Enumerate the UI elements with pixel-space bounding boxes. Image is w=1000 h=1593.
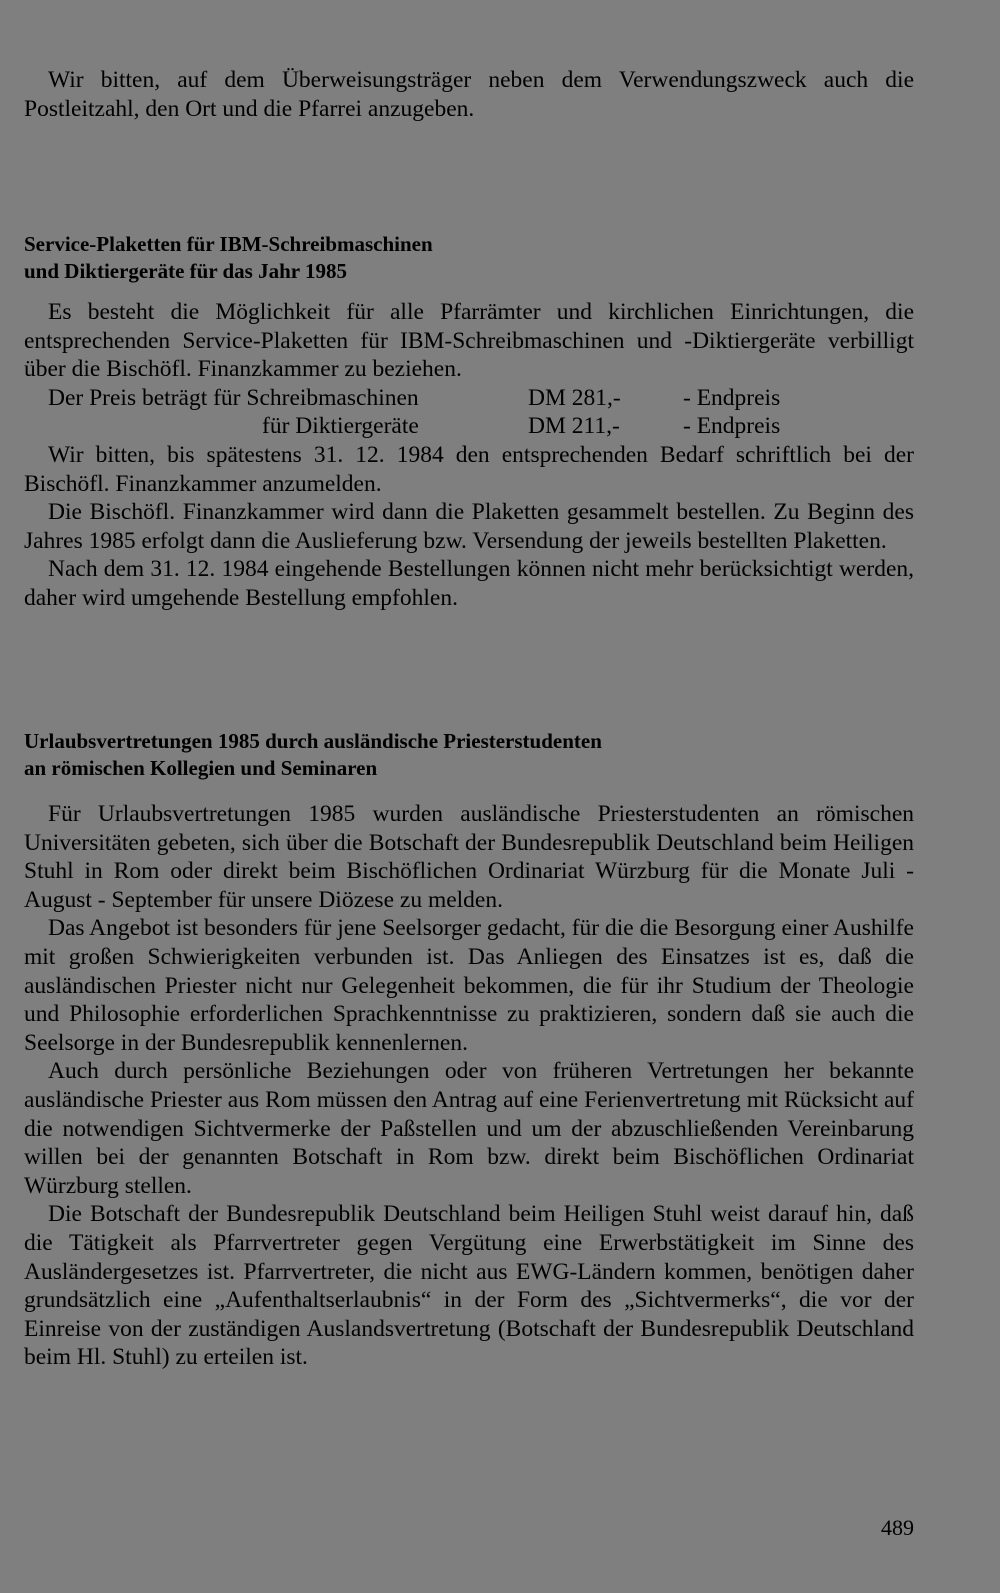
- paragraph: Die Botschaft der Bundesrepublik Deutschland beim Heiligen Stuhl weist darauf hin, daß die Tätigkeit als Pfarrvertreter gegen Vergütung eine Erwerbstätigkeit im Sinne des Ausländergesetzes ist. Pfarrvertreter, die nicht aus EWG-Ländern kommen, benötigen daher grundsätzlich eine „Aufenthaltserlaubnis“ in der Form des „Sichtvermerks“, die vor der Einreise von der zuständigen Auslandsvertretung (Botschaft der Bundesrepublik Deutschland beim Hl. Stuhl) zu erteilen ist.: [24, 1201, 914, 1371]
- section-body-service-plaketten: [24, 298, 914, 613]
- section-heading-line: Urlaubsvertretungen 1985 durch ausländische Priesterstudenten: [24, 729, 602, 753]
- paragraph: Nach dem 31. 12. 1984 eingehende Bestellungen können nicht mehr berücksichtigt werden, daher wird umgehende Bestellung empfohlen.: [24, 556, 914, 611]
- paragraph: Das Angebot ist besonders für jene Seelsorger gedacht, für die die Besorgung einer Aushilfe mit großen Schwierigkeiten verbunden ist. Das Anliegen des Einsatzes ist es, daß die ausländischen Priester nicht nur Gelegenheit bekommen, die für ihr Studium der Theologie und Philosophie erforderlichen Sprachkenntnisse zu praktizieren, sondern daß sie auch die Seelsorge in der Bundesrepublik kennenlernen.: [24, 915, 914, 1056]
- paragraph: Es besteht die Möglichkeit für alle Pfarrämter und kirchlichen Einrichtungen, die entsprechenden Service-Plaketten für IBM-Schreibmaschinen und -Diktiergeräte verbilligt über die Bischöfl. Finanzkammer zu beziehen.: [24, 299, 914, 383]
- section-heading-line: und Diktiergeräte für das Jahr 1985: [24, 259, 347, 283]
- price-label: Der Preis beträgt für Schreibmaschinen: [48, 384, 419, 411]
- section-heading-service-plaketten: [24, 231, 914, 285]
- price-row: [24, 412, 914, 441]
- section-heading-line: Service-Plaketten für IBM-Schreibmaschinen: [24, 232, 433, 256]
- page-number: 489: [881, 1515, 914, 1540]
- paragraph: Die Bischöfl. Finanzkammer wird dann die Plaketten gesammelt bestellen. Zu Beginn des Jahres 1985 erfolgt dann die Auslieferung bzw. Versendung der jeweils bestellten Plaketten.: [24, 499, 914, 554]
- section-body-urlaubsvertretungen: [24, 800, 914, 1372]
- section-heading-urlaubsvertretungen: [24, 728, 914, 782]
- price-amount: DM 211,-: [528, 413, 620, 440]
- paragraph: Wir bitten, bis spätestens 31. 12. 1984 den entsprechenden Bedarf schriftlich bei der Bischöfl. Finanzkammer anzumelden.: [24, 441, 914, 497]
- document-page: [24, 0, 914, 1593]
- price-note: - Endpreis: [683, 413, 781, 440]
- price-row: [24, 384, 914, 413]
- price-table: [24, 384, 914, 441]
- paragraph: Für Urlaubsvertretungen 1985 wurden ausländische Priesterstudenten an römischen Universitäten gebeten, sich über die Botschaft der Bundesrepublik Deutschland beim Heiligen Stuhl in Rom oder direkt beim Bischöflichen Ordinariat Würzburg für die Monate Juli - August - September für unsere Diözese zu melden.: [24, 801, 914, 913]
- intro-paragraph: [24, 66, 914, 123]
- price-label: für Diktiergeräte: [262, 413, 419, 440]
- price-amount: DM 281,-: [528, 384, 621, 411]
- intro-text: Wir bitten, auf dem Überweisungsträger neben dem Verwendungszweck auch die Postleitzahl, den Ort und die Pfarrei anzugeben.: [24, 67, 914, 122]
- paragraph: Auch durch persönliche Beziehungen oder von früheren Vertretungen her bekannte ausländische Priester aus Rom müssen den Antrag auf eine Ferienvertretung mit Rücksicht auf die notwendigen Sichtvermerke der Paßstellen und um der abzuschließenden Vereinbarung willen bei der genannten Botschaft in Rom bzw. direkt beim Bischöflichen Ordinariat Würzburg stellen.: [24, 1058, 914, 1199]
- price-note: - Endpreis: [683, 384, 781, 411]
- section-heading-line: an römischen Kollegien und Seminaren: [24, 756, 378, 780]
